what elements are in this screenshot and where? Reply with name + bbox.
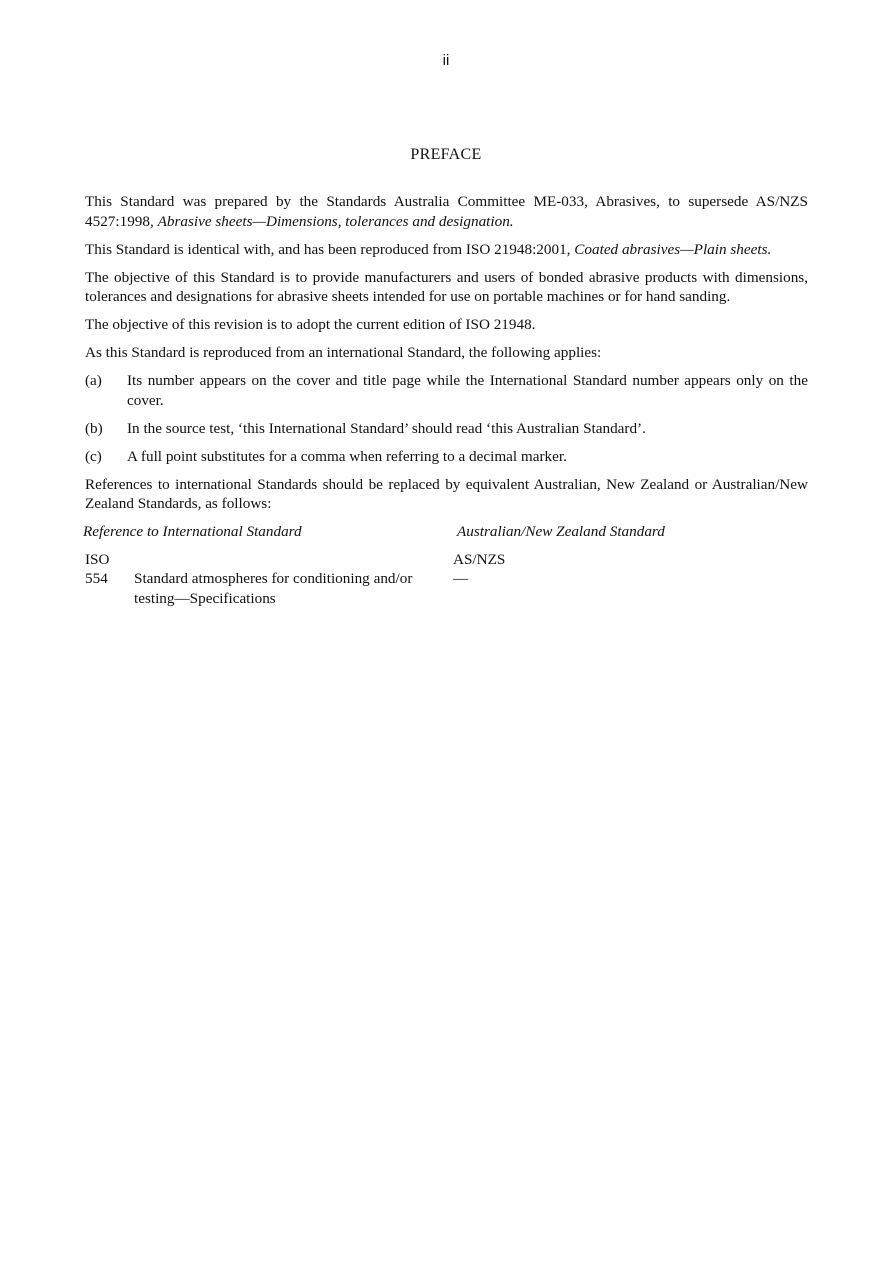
preface-body [85,192,808,608]
list-item [85,447,808,467]
list-item-label: (b) [85,419,103,437]
page-number: ii [442,52,450,69]
reference-table-header [83,522,808,542]
paragraph-references: References to international Standards should be replaced by equivalent Australian, New Zealand or Australian/New Zealand Standards, as follows: [85,475,808,512]
reference-equivalent: — [453,570,469,587]
list-item-label: (c) [85,447,102,465]
header-australian-standard: Australian/New Zealand Standard [457,523,665,540]
paragraph-identical-with [85,240,808,260]
paragraph-text: This Standard is identical with, and has been reproduced from ISO 21948:2001, [85,240,575,258]
table-row [85,569,808,608]
reference-table [85,522,808,608]
paragraph-objective-standard: The objective of this Standard is to provide manufacturers and users of bonded abrasive products with dimensions, tolerances and designations for abrasive sheets intended for use on portable machines or for hand sanding. [85,268,808,305]
list-item-text: Its number appears on the cover and title page while the International Standard number appears only on the cover. [127,372,808,409]
list-item [85,419,808,439]
superseded-standard-title: Abrasive sheets—Dimensions, tolerances and designation. [157,212,514,230]
list-item-text: In the source test, ‘this International Standard’ should read ‘this Australian Standard’. [127,419,646,437]
list-item-text: A full point substitutes for a comma when referring to a decimal marker. [127,447,567,465]
list-item-label: (a) [85,372,102,389]
page-title: PREFACE [410,146,482,163]
org-iso: ISO [85,550,110,568]
paragraph-applies: As this Standard is reproduced from an international Standard, the following applies: [85,344,602,361]
paragraph-text: This Standard was prepared by the Standards Australia Committee ME-033, Abrasives, to supersede AS/NZS 4527:1998, [85,193,808,230]
list-item [85,371,808,410]
org-asnzs: AS/NZS [453,550,506,568]
reference-table-org-row [85,550,808,570]
reference-number: 554 [85,570,108,587]
iso-standard-title: Coated abrasives—Plain sheets. [574,240,772,258]
paragraph-prepared-by [85,192,808,231]
paragraph-objective-revision: The objective of this revision is to adopt the current edition of ISO 21948. [85,316,536,333]
header-international-standard: Reference to International Standard [83,523,302,540]
reference-title: Standard atmospheres for conditioning and/or testing—Specifications [134,570,413,607]
